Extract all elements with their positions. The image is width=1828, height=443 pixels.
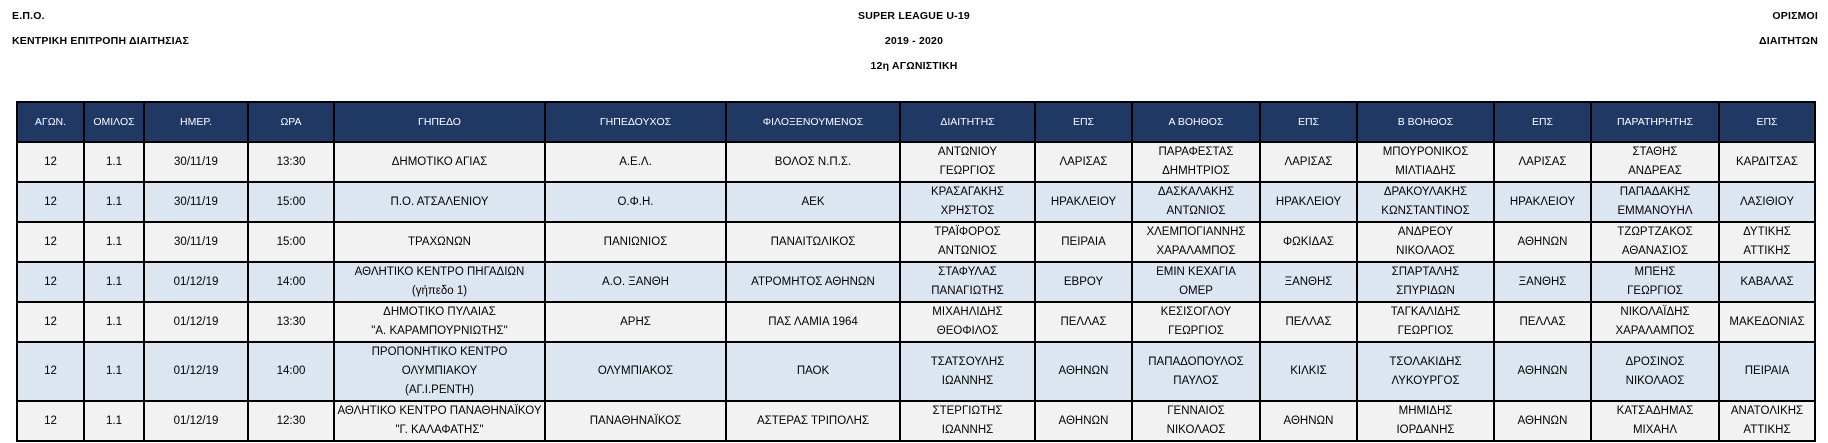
- cell-date: 30/11/19: [144, 222, 248, 262]
- cell-group: 1.1: [84, 222, 144, 262]
- cell-stadium: ΑΘΛΗΤΙΚΟ ΚΕΝΤΡΟ ΠΑΝΑΘΗΝΑΪΚΟΥ "Γ. ΚΑΛΑΦΑΤΗΣ": [334, 401, 545, 441]
- cell-group: 1.1: [84, 401, 144, 441]
- column-header-away: ΦΙΛΟΞΕΝΟΥΜΕΝΟΣ: [726, 102, 900, 142]
- cell-date: 01/12/19: [144, 342, 248, 401]
- cell-assistant-a-eps: ΗΡΑΚΛΕΙΟΥ: [1260, 182, 1357, 222]
- cell-assistant-b-eps: ΑΘΗΝΩΝ: [1494, 401, 1591, 441]
- cell-observer-eps: ΔΥΤΙΚΗΣ ΑΤΤΙΚΗΣ: [1719, 222, 1815, 262]
- cell-assistant-b: ΑΝΔΡΕΟΥ ΝΙΚΟΛΑΟΣ: [1357, 222, 1494, 262]
- cell-observer-eps: ΑΝΑΤΟΛΙΚΗΣ ΑΤΤΙΚΗΣ: [1719, 401, 1815, 441]
- cell-assistant-b: ΤΑΓΚΑΛΙΔΗΣ ΓΕΩΡΓΙΟΣ: [1357, 302, 1494, 342]
- cell-observer: ΤΖΩΡΤΖΑΚΟΣ ΑΘΑΝΑΣΙΟΣ: [1591, 222, 1719, 262]
- league-title: SUPER LEAGUE U-19: [858, 10, 970, 22]
- cell-away: ΑΤΡΟΜΗΤΟΣ ΑΘΗΝΩΝ: [726, 262, 900, 302]
- cell-assistant-a-eps: ΠΕΛΛΑΣ: [1260, 302, 1357, 342]
- cell-stadium: Π.Ο. ΑΤΣΑΛΕΝΙΟΥ: [334, 182, 545, 222]
- column-header-assistant-a: Α ΒΟΗΘΟΣ: [1132, 102, 1260, 142]
- cell-referee: ΜΙΧΑΗΛΙΔΗΣ ΘΕΟΦΙΛΟΣ: [900, 302, 1035, 342]
- column-header-assistant-b: Β ΒΟΗΘΟΣ: [1357, 102, 1494, 142]
- cell-stadium: ΔΗΜΟΤΙΚΟ ΑΓΙΑΣ: [334, 142, 545, 182]
- cell-assistant-b-eps: ΛΑΡΙΣΑΣ: [1494, 142, 1591, 182]
- cell-assistant-a-eps: ΑΘΗΝΩΝ: [1260, 401, 1357, 441]
- cell-group: 1.1: [84, 342, 144, 401]
- column-header-stadium: ΓΗΠΕΔΟ: [334, 102, 545, 142]
- column-header-assistant-b-eps: ΕΠΣ: [1494, 102, 1591, 142]
- cell-assistant-a: ΠΑΠΑΔΟΠΟΥΛΟΣ ΠΑΥΛΟΣ: [1132, 342, 1260, 401]
- cell-assistant-a-eps: ΞΑΝΘΗΣ: [1260, 262, 1357, 302]
- cell-away: ΠΑΟΚ: [726, 342, 900, 401]
- cell-observer: ΠΑΠΑΔΑΚΗΣ ΕΜΜΑΝΟΥΗΛ: [1591, 182, 1719, 222]
- table-row: [17, 222, 1815, 262]
- cell-assistant-b: ΣΠΑΡΤΑΛΗΣ ΣΠΥΡΙΔΩΝ: [1357, 262, 1494, 302]
- cell-away: ΑΣΤΕΡΑΣ ΤΡΙΠΟΛΗΣ: [726, 401, 900, 441]
- cell-referee-eps: ΑΘΗΝΩΝ: [1035, 401, 1132, 441]
- cell-observer-eps: ΠΕΙΡΑΙΑ: [1719, 342, 1815, 401]
- cell-time: 13:30: [248, 302, 334, 342]
- cell-away: ΠΑΣ ΛΑΜΙΑ 1964: [726, 302, 900, 342]
- cell-assistant-b: ΜΠΟΥΡΟΝΙΚΟΣ ΜΙΛΤΙΑΔΗΣ: [1357, 142, 1494, 182]
- cell-observer: ΣΤΑΘΗΣ ΑΝΔΡΕΑΣ: [1591, 142, 1719, 182]
- cell-assistant-b-eps: ΑΘΗΝΩΝ: [1494, 222, 1591, 262]
- cell-observer: ΝΙΚΟΛΑΪΔΗΣ ΧΑΡΑΛΑΜΠΟΣ: [1591, 302, 1719, 342]
- cell-referee: ΤΡΑΪΦΟΡΟΣ ΑΝΤΩΝΙΟΣ: [900, 222, 1035, 262]
- cell-match: 12: [17, 302, 84, 342]
- column-header-referee: ΔΙΑΙΤΗΤΗΣ: [900, 102, 1035, 142]
- cell-observer: ΚΑΤΣΑΔΗΜΑΣ ΜΙΧΑΗΛ: [1591, 401, 1719, 441]
- cell-match: 12: [17, 222, 84, 262]
- cell-assistant-a: ΠΑΡΑΦΕΣΤΑΣ ΔΗΜΗΤΡΙΟΣ: [1132, 142, 1260, 182]
- cell-stadium: ΑΘΛΗΤΙΚΟ ΚΕΝΤΡΟ ΠΗΓΑΔΙΩΝ (γήπεδο 1): [334, 262, 545, 302]
- cell-group: 1.1: [84, 142, 144, 182]
- cell-assistant-a: ΚΕΣΙΣΟΓΛΟΥ ΓΕΩΡΓΙΟΣ: [1132, 302, 1260, 342]
- cell-home: ΠΑΝΙΩΝΙΟΣ: [545, 222, 726, 262]
- cell-assistant-a-eps: ΦΩΚΙΔΑΣ: [1260, 222, 1357, 262]
- cell-referee-eps: ΛΑΡΙΣΑΣ: [1035, 142, 1132, 182]
- cell-time: 15:00: [248, 182, 334, 222]
- column-header-observer: ΠΑΡΑΤΗΡΗΤΗΣ: [1591, 102, 1719, 142]
- cell-home: ΑΡΗΣ: [545, 302, 726, 342]
- cell-referee: ΣΤΑΦΥΛΑΣ ΠΑΝΑΓΙΩΤΗΣ: [900, 262, 1035, 302]
- cell-observer-eps: ΛΑΣΙΘΙΟΥ: [1719, 182, 1815, 222]
- doc-title-line2: ΔΙΑΙΤΗΤΩΝ: [1759, 35, 1818, 47]
- cell-group: 1.1: [84, 182, 144, 222]
- cell-assistant-b: ΤΣΟΛΑΚΙΔΗΣ ΛΥΚΟΥΡΓΟΣ: [1357, 342, 1494, 401]
- cell-home: Α.Ο. ΞΑΝΘΗ: [545, 262, 726, 302]
- column-header-match: ΑΓΩΝ.: [17, 102, 84, 142]
- column-header-date: ΗΜΕΡ.: [144, 102, 248, 142]
- cell-away: ΑΕΚ: [726, 182, 900, 222]
- cell-match: 12: [17, 401, 84, 441]
- column-header-assistant-a-eps: ΕΠΣ: [1260, 102, 1357, 142]
- cell-assistant-b-eps: ΑΘΗΝΩΝ: [1494, 342, 1591, 401]
- cell-assistant-a: ΕΜΙΝ ΚΕΧΑΓΙΑ ΟΜΕΡ: [1132, 262, 1260, 302]
- table-row: [17, 142, 1815, 182]
- cell-time: 15:00: [248, 222, 334, 262]
- doc-title-line1: ΟΡΙΣΜΟΙ: [1772, 10, 1818, 22]
- cell-home: Ο.Φ.Η.: [545, 182, 726, 222]
- cell-time: 14:00: [248, 262, 334, 302]
- cell-referee: ΚΡΑΣΑΓΑΚΗΣ ΧΡΗΣΤΟΣ: [900, 182, 1035, 222]
- cell-home: Α.Ε.Λ.: [545, 142, 726, 182]
- org-short: Ε.Π.Ο.: [12, 10, 45, 22]
- assignments-table: [16, 101, 1816, 442]
- cell-match: 12: [17, 262, 84, 302]
- season: 2019 - 2020: [884, 35, 944, 47]
- cell-group: 1.1: [84, 302, 144, 342]
- table-header-row: [17, 102, 1815, 142]
- cell-assistant-b-eps: ΗΡΑΚΛΕΙΟΥ: [1494, 182, 1591, 222]
- cell-referee-eps: ΠΕΛΛΑΣ: [1035, 302, 1132, 342]
- org-full: ΚΕΝΤΡΙΚΗ ΕΠΙΤΡΟΠΗ ΔΙΑΙΤΗΣΙΑΣ: [12, 35, 190, 47]
- cell-assistant-b: ΔΡΑΚΟΥΛΑΚΗΣ ΚΩΝΣΤΑΝΤΙΝΟΣ: [1357, 182, 1494, 222]
- table-row: [17, 401, 1815, 441]
- cell-referee-eps: ΕΒΡΟΥ: [1035, 262, 1132, 302]
- column-header-home: ΓΗΠΕΔΟΥΧΟΣ: [545, 102, 726, 142]
- cell-referee-eps: ΠΕΙΡΑΙΑ: [1035, 222, 1132, 262]
- cell-referee-eps: ΑΘΗΝΩΝ: [1035, 342, 1132, 401]
- cell-referee: ΑΝΤΩΝΙΟΥ ΓΕΩΡΓΙΟΣ: [900, 142, 1035, 182]
- cell-stadium: ΤΡΑΧΩΝΩΝ: [334, 222, 545, 262]
- cell-observer-eps: ΚΑΒΑΛΑΣ: [1719, 262, 1815, 302]
- cell-away: ΒΟΛΟΣ Ν.Π.Σ.: [726, 142, 900, 182]
- cell-group: 1.1: [84, 262, 144, 302]
- cell-time: 13:30: [248, 142, 334, 182]
- table-row: [17, 302, 1815, 342]
- cell-time: 12:30: [248, 401, 334, 441]
- cell-referee: ΤΣΑΤΣΟΥΛΗΣ ΙΩΑΝΝΗΣ: [900, 342, 1035, 401]
- cell-date: 30/11/19: [144, 142, 248, 182]
- cell-date: 01/12/19: [144, 401, 248, 441]
- cell-stadium: ΔΗΜΟΤΙΚΟ ΠΥΛΑΙΑΣ "Α. ΚΑΡΑΜΠΟΥΡΝΙΩΤΗΣ": [334, 302, 545, 342]
- matchday: 12η ΑΓΩΝΙΣΤΙΚΗ: [870, 60, 958, 72]
- cell-home: ΟΛΥΜΠΙΑΚΟΣ: [545, 342, 726, 401]
- cell-observer-eps: ΜΑΚΕΔΟΝΙΑΣ: [1719, 302, 1815, 342]
- column-header-time: ΩΡΑ: [248, 102, 334, 142]
- cell-referee: ΣΤΕΡΓΙΩΤΗΣ ΙΩΑΝΝΗΣ: [900, 401, 1035, 441]
- cell-time: 14:00: [248, 342, 334, 401]
- cell-referee-eps: ΗΡΑΚΛΕΙΟΥ: [1035, 182, 1132, 222]
- column-header-observer-eps: ΕΠΣ: [1719, 102, 1815, 142]
- cell-observer-eps: ΚΑΡΔΙΤΣΑΣ: [1719, 142, 1815, 182]
- cell-stadium: ΠΡΟΠΟΝΗΤΙΚΟ ΚΕΝΤΡΟ ΟΛΥΜΠΙΑΚΟΥ (ΑΓ.Ι.ΡΕΝΤΗ): [334, 342, 545, 401]
- cell-assistant-b-eps: ΠΕΛΛΑΣ: [1494, 302, 1591, 342]
- cell-assistant-a: ΔΑΣΚΑΛΑΚΗΣ ΑΝΤΩΝΙΟΣ: [1132, 182, 1260, 222]
- column-header-referee-eps: ΕΠΣ: [1035, 102, 1132, 142]
- cell-date: 30/11/19: [144, 182, 248, 222]
- table-row: [17, 182, 1815, 222]
- cell-assistant-a: ΓΕΝΝΑΙΟΣ ΝΙΚΟΛΑΟΣ: [1132, 401, 1260, 441]
- table-row: [17, 262, 1815, 302]
- cell-match: 12: [17, 342, 84, 401]
- cell-assistant-a-eps: ΚΙΛΚΙΣ: [1260, 342, 1357, 401]
- table-row: [17, 342, 1815, 401]
- cell-assistant-b-eps: ΞΑΝΘΗΣ: [1494, 262, 1591, 302]
- cell-away: ΠΑΝΑΙΤΩΛΙΚΟΣ: [726, 222, 900, 262]
- cell-date: 01/12/19: [144, 302, 248, 342]
- cell-assistant-a-eps: ΛΑΡΙΣΑΣ: [1260, 142, 1357, 182]
- cell-observer: ΔΡΟΣΙΝΟΣ ΝΙΚΟΛΑΟΣ: [1591, 342, 1719, 401]
- cell-assistant-b: ΜΗΜΙΔΗΣ ΙΟΡΔΑΝΗΣ: [1357, 401, 1494, 441]
- cell-match: 12: [17, 142, 84, 182]
- cell-home: ΠΑΝΑΘΗΝΑΪΚΟΣ: [545, 401, 726, 441]
- cell-date: 01/12/19: [144, 262, 248, 302]
- cell-observer: ΜΠΕΗΣ ΓΕΩΡΓΙΟΣ: [1591, 262, 1719, 302]
- cell-match: 12: [17, 182, 84, 222]
- column-header-group: ΟΜΙΛΟΣ: [84, 102, 144, 142]
- cell-assistant-a: ΧΛΕΜΠΟΓΙΑΝΝΗΣ ΧΑΡΑΛΑΜΠΟΣ: [1132, 222, 1260, 262]
